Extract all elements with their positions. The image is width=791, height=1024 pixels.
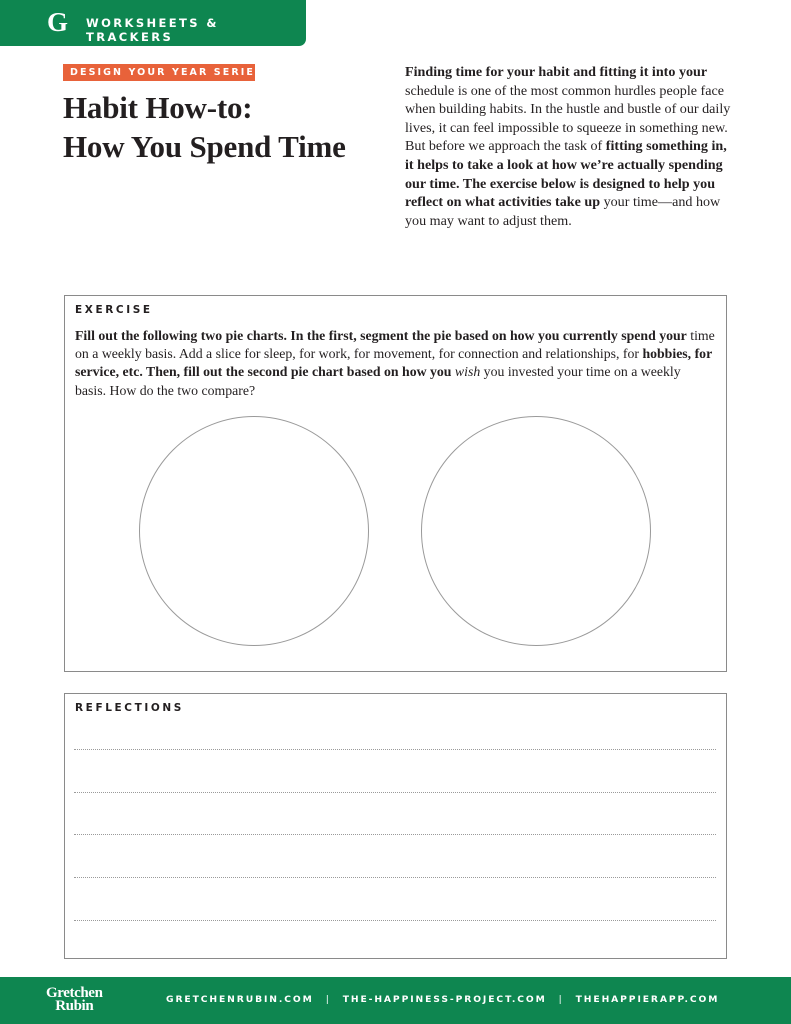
reflection-line-4[interactable]	[74, 877, 716, 878]
footer-logo-line-1: Gretchen	[46, 985, 103, 1001]
footer-link-gretchenrubin[interactable]: GRETCHENRUBIN.COM	[166, 994, 314, 1005]
reflection-line-3[interactable]	[74, 834, 716, 835]
series-badge: DESIGN YOUR YEAR SERIES	[63, 64, 255, 81]
wished-time-pie-chart[interactable]	[421, 416, 651, 646]
intro-normal-2: your time—and how you may want to adjust them.	[405, 194, 721, 229]
exercise-box	[64, 295, 727, 672]
intro-normal-1: schedule is one of the most common hurdles people face when building habits. In the hustle and bustle of our daily lives, it can feel impossible to squeeze in something new. But before we approach the task of	[405, 82, 731, 155]
exercise-text-normal-1: time on a weekly basis. Add a slice for sleep, for work, for movement, for connection and relationships, for	[75, 328, 715, 362]
page-title	[63, 88, 346, 166]
exercise-text-italic: wish	[454, 364, 481, 380]
header-title: WORKSHEETS & TRACKERS	[86, 16, 219, 44]
reflection-line-1[interactable]	[74, 749, 716, 750]
page-title-line-1: Habit How-to:	[63, 90, 253, 125]
reflection-line-2[interactable]	[74, 792, 716, 793]
exercise-label: EXERCISE	[75, 304, 153, 316]
reflections-box	[64, 693, 727, 959]
footer-link-happier-app[interactable]: THEHAPPIERAPP.COM	[575, 994, 720, 1005]
exercise-instructions	[75, 327, 715, 400]
gretchen-g-logo-icon: G	[47, 7, 69, 37]
gretchen-rubin-logo	[46, 987, 103, 1013]
footer-links	[166, 994, 719, 1005]
current-time-pie-chart[interactable]	[139, 416, 369, 646]
exercise-text-normal-2: you invested your time on a weekly basis. How do the two compare?	[75, 364, 681, 398]
exercise-text-bold-2: hobbies, for service, etc. Then, fill out the second pie chart based on how you	[75, 346, 712, 380]
footer	[0, 977, 791, 1024]
reflection-line-5[interactable]	[74, 920, 716, 921]
footer-link-happiness-project[interactable]: THE-HAPPINESS-PROJECT.COM	[342, 994, 547, 1005]
page-title-line-2: How You Spend Time	[63, 129, 346, 164]
footer-separator: |	[558, 994, 564, 1005]
intro-paragraph	[405, 63, 735, 230]
intro-bold-1: Finding time for your habit and fitting it into your	[405, 64, 708, 80]
intro-bold-2: fitting something in, it helps to take a look at how we’re actually spending our time. The exercise below is designed to help you reflect on what activities take up	[405, 138, 727, 211]
footer-separator: |	[325, 994, 331, 1005]
footer-logo-line-2: Rubin	[55, 998, 94, 1014]
header-tab	[0, 0, 306, 46]
exercise-text-bold-1: Fill out the following two pie charts. In the first, segment the pie based on how you currently spend your	[75, 328, 687, 343]
reflections-label: REFLECTIONS	[75, 702, 184, 714]
